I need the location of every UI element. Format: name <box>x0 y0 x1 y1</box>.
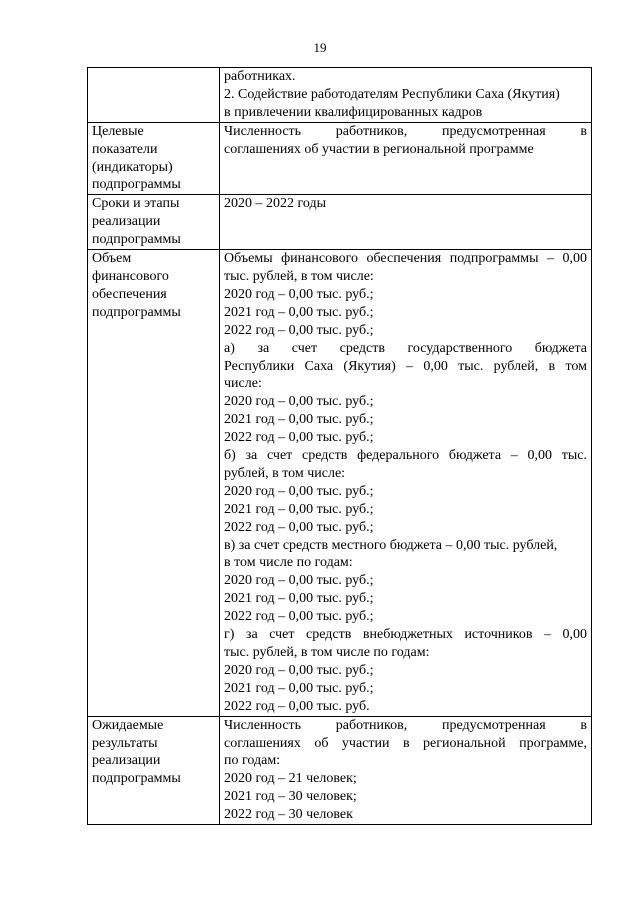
label-line: подпрограммы <box>92 771 181 787</box>
row-label-cell <box>88 250 220 717</box>
label-line: финансового <box>92 268 169 284</box>
text-line: 2021 год – 0,00 тыс. руб.; <box>224 680 374 696</box>
row-label-cell <box>88 716 220 824</box>
label-line: подпрограммы <box>92 304 181 320</box>
table-row <box>88 716 592 824</box>
label-line: Целевые <box>92 123 144 139</box>
label-line: Объем <box>92 251 132 267</box>
text-line: 2020 год – 0,00 тыс. руб.; <box>224 394 374 410</box>
text-line: 2. Содействие работодателям Республики Саха (Якутия) <box>224 86 560 102</box>
text-line: рублей, в том числе: <box>224 465 346 481</box>
text-line: г) за счет средств внебюджетных источников – 0,00 <box>224 627 587 643</box>
text-line: 2021 год – 0,00 тыс. руб.; <box>224 412 374 428</box>
text-line: по годам: <box>224 753 281 769</box>
row-value-cell <box>220 716 592 824</box>
text-line: 2020 год – 21 человек; <box>224 771 357 787</box>
text-line: 2020 – 2022 годы <box>224 196 327 212</box>
label-line: показатели <box>92 141 158 157</box>
label-line: реализации <box>92 753 161 769</box>
label-line: (индикаторы) <box>92 159 173 175</box>
label-line: Ожидаемые <box>92 717 164 733</box>
text-line: Республики Саха (Якутия) – 0,00 тыс. рублей, в том <box>224 358 587 374</box>
text-line: 2021 год – 0,00 тыс. руб.; <box>224 304 374 320</box>
text-line: 2022 год – 0,00 тыс. руб. <box>224 698 370 714</box>
text-line: 2022 год – 30 человек <box>224 807 353 823</box>
table-row <box>88 68 592 123</box>
row-value-cell <box>220 68 592 123</box>
text-line: 2022 год – 0,00 тыс. руб.; <box>224 519 374 535</box>
row-value-cell <box>220 195 592 250</box>
text-line: 2020 год – 0,00 тыс. руб.; <box>224 286 374 302</box>
row-value-cell <box>220 250 592 717</box>
text-line: в) за счет средств местного бюджета – 0,00 тыс. рублей, <box>224 537 558 553</box>
row-value-cell <box>220 122 592 195</box>
row-label-cell <box>88 68 220 123</box>
label-line: Сроки и этапы <box>92 196 180 212</box>
row-label-cell <box>88 195 220 250</box>
text-line: Объемы финансового обеспечения подпрограммы – 0,00 <box>224 251 587 267</box>
text-line: Численность работников, предусмотренная в <box>224 717 587 733</box>
text-line: 2021 год – 30 человек; <box>224 789 357 805</box>
label-line: обеспечения <box>92 286 167 302</box>
label-line: реализации <box>92 214 161 230</box>
text-line: работниках. <box>224 69 296 84</box>
page-number: 19 <box>313 40 327 55</box>
text-line: 2022 год – 0,00 тыс. руб.; <box>224 430 374 446</box>
text-line: 2022 год – 0,00 тыс. руб.; <box>224 609 374 625</box>
passport-table <box>87 67 592 825</box>
table-row <box>88 195 592 250</box>
text-line: тыс. рублей, в том числе по годам: <box>224 645 430 660</box>
row-label-cell <box>88 122 220 195</box>
label-line: результаты <box>92 735 158 751</box>
text-line: б) за счет средств федерального бюджета – 0,00 тыс. <box>224 448 587 464</box>
text-line: 2020 год – 0,00 тыс. руб.; <box>224 573 374 589</box>
label-line: подпрограммы <box>92 232 181 248</box>
text-line: а) за счет средств государственного бюджета <box>224 340 587 356</box>
text-line: в том числе по годам: <box>224 555 353 571</box>
text-line: соглашениях об участии в региональной программе, <box>224 735 587 751</box>
table-row <box>88 250 592 717</box>
text-line: соглашениях об участии в региональной программе <box>224 141 534 157</box>
text-line: в привлечении квалифицированных кадров <box>224 104 483 120</box>
table-row <box>88 122 592 195</box>
text-line: 2022 год – 0,00 тыс. руб.; <box>224 322 374 338</box>
text-line: 2020 год – 0,00 тыс. руб.; <box>224 483 374 499</box>
text-line: 2021 год – 0,00 тыс. руб.; <box>224 501 374 517</box>
text-line: Численность работников, предусмотренная в <box>224 123 587 139</box>
text-line: 2020 год – 0,00 тыс. руб.; <box>224 662 374 678</box>
label-line: подпрограммы <box>92 177 181 193</box>
text-line: 2021 год – 0,00 тыс. руб.; <box>224 591 374 607</box>
text-line: числе: <box>224 376 262 392</box>
text-line: тыс. рублей, в том числе: <box>224 268 374 284</box>
